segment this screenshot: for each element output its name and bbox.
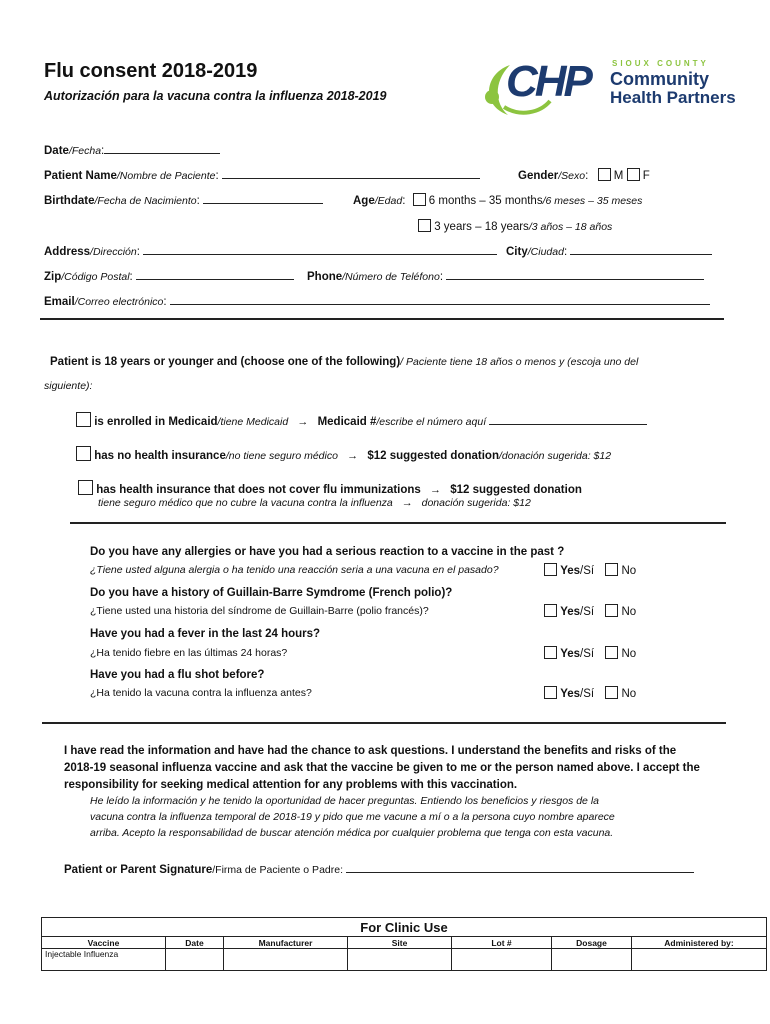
q3-yes-checkbox[interactable]: [544, 646, 557, 659]
divider-3: [42, 722, 726, 724]
arrow-right-icon: →: [347, 450, 359, 462]
not-covered-checkbox[interactable]: [78, 480, 93, 495]
logo-line2: Health Partners: [610, 88, 736, 107]
logo-county: SIOUX COUNTY: [612, 59, 709, 68]
statement-en-3: responsibility for seeking medical attention for any problems with this vaccination.: [64, 779, 518, 791]
statement-es-1: He leído la información y he tenido la oportunidad de hacer preguntas. Entiendo los beneficios y riesgos de la: [90, 795, 599, 807]
gender-f-checkbox[interactable]: [627, 168, 640, 181]
eligibility-not-covered-es: tiene seguro médico que no cubre la vacuna contra la influenza → donación sugerida: $12: [98, 497, 531, 509]
signature-row: Patient or Parent Signature/Firma de Paciente o Padre:: [64, 862, 694, 876]
question-4-en: Have you had a flu shot before?: [90, 669, 265, 681]
birthdate-field[interactable]: [203, 193, 323, 204]
address-field[interactable]: [143, 244, 497, 255]
age-6-35-months-checkbox[interactable]: [413, 193, 426, 206]
clinic-cell-date[interactable]: [166, 949, 224, 971]
phone-field[interactable]: [446, 269, 704, 280]
arrow-right-icon: →: [401, 497, 413, 509]
question-3-answers: Yes/Sí No: [544, 646, 636, 660]
question-1-es: ¿Tiene usted alguna alergia o ha tenido una reacción seria a una vacuna en el pasado?: [90, 564, 499, 576]
statement-en-1: I have read the information and have had the chance to ask questions. I understand the benefits and risks of the: [64, 745, 677, 757]
city-row: City/Ciudad:: [506, 244, 712, 258]
zip-row: Zip/Código Postal:: [44, 269, 294, 283]
medicaid-checkbox[interactable]: [76, 412, 91, 427]
clinic-cell-vaccine: Injectable Influenza: [42, 949, 166, 971]
date-row: Date/Fecha:: [44, 143, 220, 157]
eligibility-intro: Patient is 18 years or younger and (choose one of the following)/ Paciente tiene 18 años o menos y (escoja uno del: [50, 356, 639, 368]
question-1-en: Do you have any allergies or have you had a serious reaction to a vaccine in the past ?: [90, 546, 565, 558]
logo-line1: Community: [610, 69, 709, 89]
divider-2: [70, 522, 726, 524]
form-subtitle: Autorización para la vacuna contra la influenza 2018-2019: [44, 89, 387, 103]
arrow-right-icon: →: [297, 416, 309, 428]
signature-field[interactable]: [346, 862, 694, 873]
clinic-col-header: Site: [348, 937, 452, 949]
age-3-18-years-checkbox[interactable]: [418, 219, 431, 232]
form-title: Flu consent 2018-2019: [44, 60, 258, 82]
statement-en-2: 2018-19 seasonal influenza vaccine and ask that the vaccine be given to me or the person named above. I accept the: [64, 762, 700, 774]
q2-yes-checkbox[interactable]: [544, 604, 557, 617]
clinic-cell-manufacturer[interactable]: [224, 949, 348, 971]
patient-name-row: Patient Name/Nombre de Paciente:: [44, 168, 480, 182]
age-row: Age/Edad: 6 months – 35 months/6 meses – 35 meses: [353, 195, 643, 207]
address-row: Address/Dirección:: [44, 244, 497, 258]
no-insurance-checkbox[interactable]: [76, 446, 91, 461]
clinic-cell-administered-by[interactable]: [632, 949, 767, 971]
question-2-en: Do you have a history of Guillain-Barre Symdrome (French polio)?: [90, 587, 453, 599]
gender-row: Gender/Sexo: M F: [518, 170, 650, 182]
q4-no-checkbox[interactable]: [605, 686, 618, 699]
chp-logo: [480, 55, 742, 121]
q2-no-checkbox[interactable]: [605, 604, 618, 617]
question-3-en: Have you had a fever in the last 24 hours?: [90, 628, 321, 640]
eligibility-no-insurance: has no health insurance/no tiene seguro médico → $12 suggested donation/donación sugerida: $12: [76, 446, 611, 462]
eligibility-not-covered: has health insurance that does not cover flu immunizations → $12 suggested donation: [78, 480, 582, 496]
eligibility-medicaid: is enrolled in Medicaid/tiene Medicaid → Medicaid #/escribe el número aquí: [76, 412, 647, 428]
city-field[interactable]: [570, 244, 712, 255]
q3-no-checkbox[interactable]: [605, 646, 618, 659]
q1-yes-checkbox[interactable]: [544, 563, 557, 576]
clinic-col-header: Date: [166, 937, 224, 949]
age-row-2: 3 years – 18 years/3 años – 18 años: [418, 219, 612, 233]
arrow-right-icon: →: [430, 484, 442, 496]
clinic-table-title: For Clinic Use: [42, 918, 767, 937]
patient-name-field[interactable]: [222, 168, 480, 179]
question-4-answers: Yes/Sí No: [544, 686, 636, 700]
question-3-es: ¿Ha tenido fiebre en las últimas 24 horas?: [90, 647, 288, 659]
divider-1: [40, 318, 724, 320]
question-1-answers: Yes/Sí No: [544, 563, 636, 577]
eligibility-intro-2: siguiente):: [44, 380, 93, 392]
clinic-cell-site[interactable]: [348, 949, 452, 971]
clinic-cell-dosage[interactable]: [552, 949, 632, 971]
question-4-es: ¿Ha tenido la vacuna contra la influenza antes?: [90, 687, 312, 699]
clinic-col-header: Lot #: [452, 937, 552, 949]
date-field[interactable]: [104, 143, 220, 154]
statement-es-3: arriba. Acepto la responsabilidad de buscar atención médica por cualquier problema que tenga con esta vacuna.: [90, 827, 614, 839]
clinic-col-header: Manufacturer: [224, 937, 348, 949]
question-2-answers: Yes/Sí No: [544, 604, 636, 618]
clinic-cell-lot[interactable]: [452, 949, 552, 971]
q1-no-checkbox[interactable]: [605, 563, 618, 576]
email-row: Email/Correo electrónico:: [44, 294, 710, 308]
question-2-es: ¿Tiene usted una historia del síndrome de Guillain-Barre (polio francés)?: [90, 605, 429, 617]
birthdate-row: Birthdate/Fecha de Nacimiento:: [44, 193, 323, 207]
phone-row: Phone/Número de Teléfono:: [307, 269, 704, 283]
clinic-use-table: [41, 917, 767, 971]
email-field[interactable]: [170, 294, 710, 305]
gender-m-checkbox[interactable]: [598, 168, 611, 181]
q4-yes-checkbox[interactable]: [544, 686, 557, 699]
statement-es-2: vacuna contra la influenza temporal de 2018-19 y pido que me vacune a mí o a la persona cuyo nombre aparece: [90, 811, 615, 823]
clinic-col-header: Vaccine: [42, 937, 166, 949]
logo-mark: CHP: [506, 57, 590, 106]
clinic-col-header: Dosage: [552, 937, 632, 949]
zip-field[interactable]: [136, 269, 294, 280]
medicaid-number-field[interactable]: [489, 414, 647, 425]
clinic-col-header: Administered by:: [632, 937, 767, 949]
